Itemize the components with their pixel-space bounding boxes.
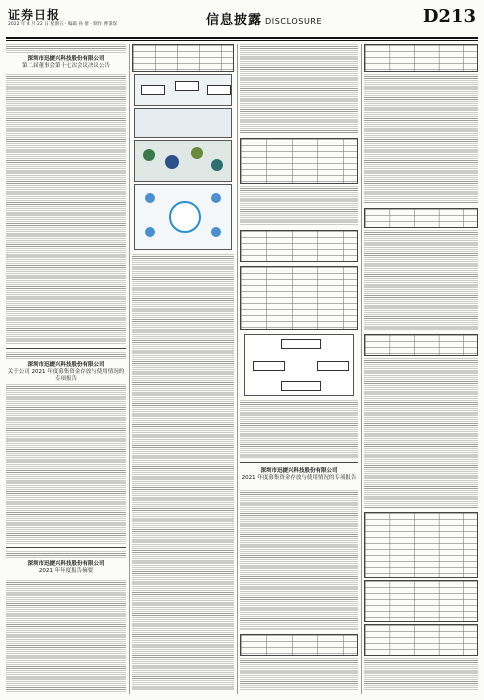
column-3 [240,44,358,694]
photo-thumb [211,159,223,171]
column-divider [237,44,238,694]
photo-thumb [143,149,155,161]
body-text [240,400,358,458]
org-box [281,381,321,391]
shareholder-table [240,230,358,262]
column-divider [129,44,130,694]
body-text [6,44,126,54]
section-title-cn: 信息披露 [206,13,263,28]
article-3-subtitle: 2021 年年度报告摘要 [38,568,94,574]
article-4-body [240,490,358,630]
fund-usage-table [364,512,478,578]
newspaper-logo: 证券日报 [8,8,61,22]
article-2-subtitle: 关于公司 2021 年度募集资金存放与使用情况的专项报告 [7,369,125,382]
body-text [6,551,126,559]
article-4-title: 深圳市迅捷兴科技股份有限公司 [260,468,338,474]
app-icon [211,193,221,203]
article-separator [240,462,358,463]
body-text [364,658,478,690]
data-table [364,334,478,356]
app-icon [145,227,155,237]
org-box [253,361,285,371]
body-text [240,658,358,690]
column-4 [364,44,478,694]
article-1-title: 深圳市迅捷兴科技股份有限公司 [27,56,105,62]
article-4-subtitle: 2021 年度募集资金存放与使用情况的专项报告 [241,475,357,481]
center-circle [169,201,201,233]
data-table [240,634,358,656]
column-3-body [240,44,358,134]
financial-table [240,138,358,184]
edition-line: 2022 年 4 月 22 日 星期五 · 编辑 孙 倩 · 制作 曹秉琛 [8,22,117,27]
article-2-body [6,384,126,544]
section-title [206,9,322,28]
data-table [364,44,478,72]
app-icon [211,227,221,237]
flow-box [175,81,199,91]
data-table [364,208,478,228]
app-icon [145,193,155,203]
masthead-rule-thin [6,40,478,41]
org-box [317,361,349,371]
article-1-subtitle: 第二届董事会第十七次会议决议公告 [21,63,110,69]
body-text [364,358,478,508]
masthead-rule [6,37,478,39]
photo-thumb [165,155,179,169]
section-title-en: DISCLOSURE [265,17,323,26]
body-text [364,230,478,330]
article-separator [6,547,126,548]
column-4-body [364,74,478,204]
article-3-title: 深圳市迅捷兴科技股份有限公司 [27,561,105,567]
article-3-body [6,580,126,692]
body-text [6,352,126,360]
flow-box [207,85,231,95]
body-text [240,186,358,226]
article-2-title: 深圳市迅捷兴科技股份有限公司 [27,362,105,368]
masthead [6,6,478,36]
article-separator [6,348,126,349]
process-diagram [134,108,232,138]
article-1-body [6,74,126,344]
column-1 [6,44,126,694]
investment-project-table [364,580,478,622]
diagram-figure [134,74,232,106]
shareholding-table [240,266,358,330]
data-table [132,44,234,72]
column-2-body [132,254,234,690]
ownership-structure-diagram [244,334,354,396]
org-box [281,339,321,349]
flow-box [141,85,165,95]
product-photos [134,140,232,182]
column-divider [361,44,362,694]
page-number: D213 [422,6,476,27]
data-table [364,624,478,656]
column-2 [132,44,234,694]
application-diagram [134,184,232,250]
photo-thumb [191,147,203,159]
